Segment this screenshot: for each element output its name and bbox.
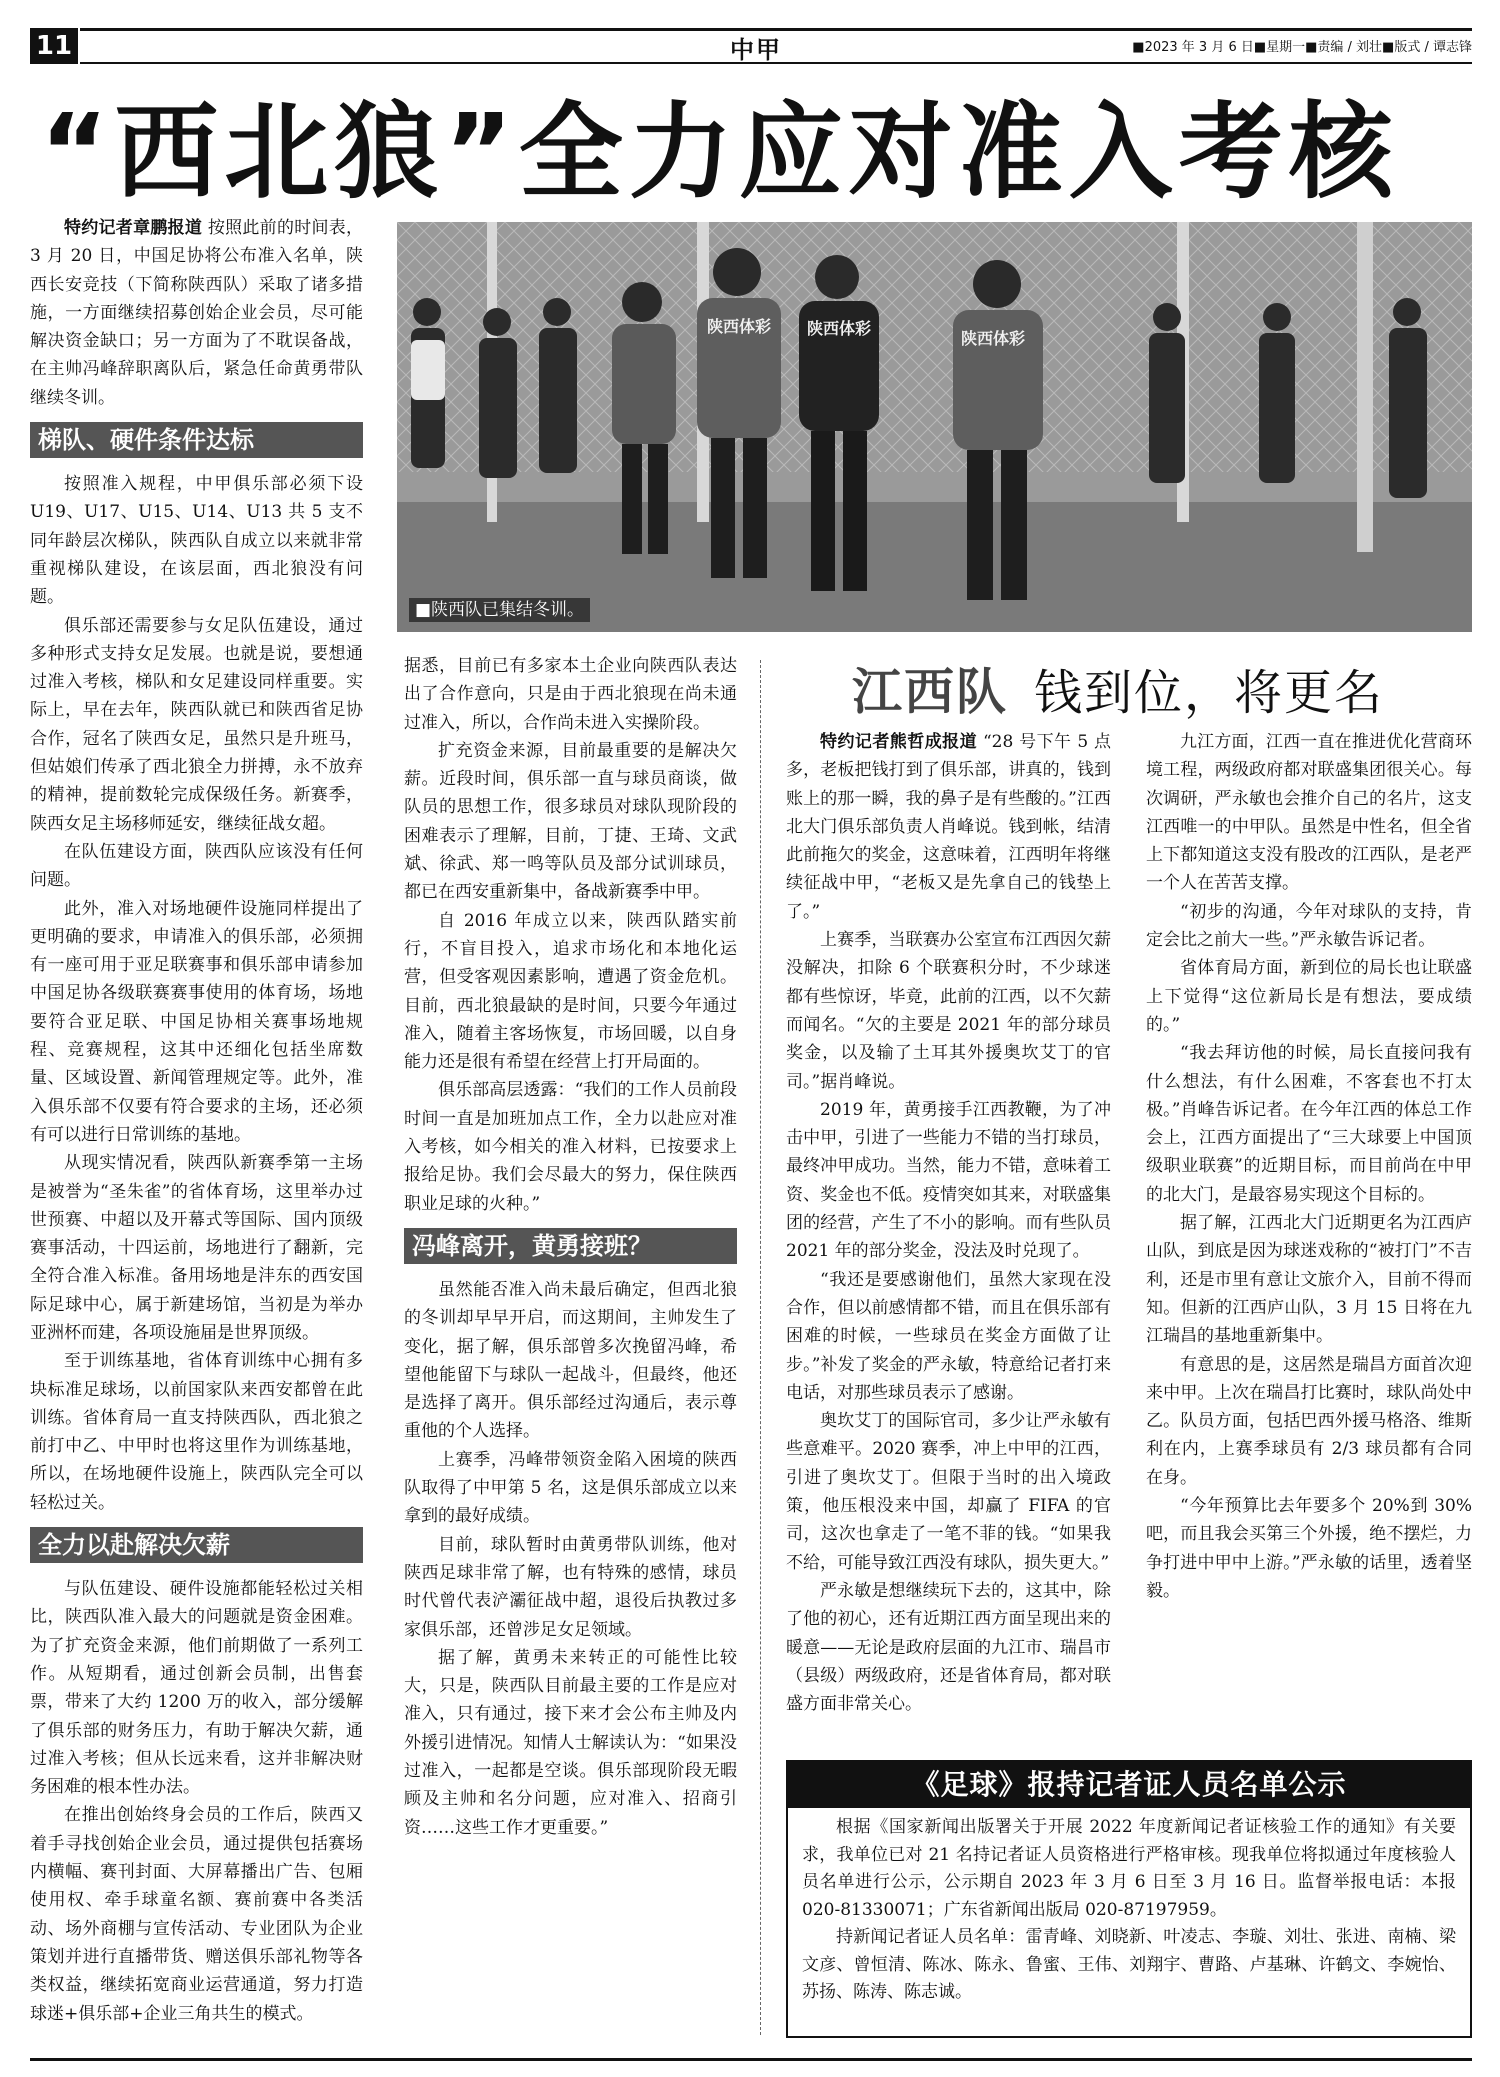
paragraph: 自 2016 年成立以来，陕西队踏实前行，不盲目投入，追求市场化和本地化运营，但受客观因素影响，遭遇了资金危机。目前，西北狼最缺的是时间，只要今年通过准入，随着主客场恢复，市场回暖，以自身能力还是很有希望在经营上打开局面的。 bbox=[404, 910, 737, 1073]
paragraph: “今年预算比去年要多个 20%到 30% 吧，而且我会买第三个外援，绝不摆烂，力争打进中甲中上游。”严永敏的话里，透着坚毅。 bbox=[1146, 1496, 1472, 1601]
footer-rule bbox=[30, 2058, 1472, 2061]
main-article-column-1 bbox=[30, 214, 363, 2028]
jersey-text: 陕西体彩 bbox=[707, 317, 772, 336]
paragraph: 按照准入规程，中甲俱乐部必须下设 U19、U17、U15、U14、U13 共 5 支不同年龄层次梯队，陕西队自成立以来就非常重视梯队建设，在该层面，西北狼没有问题。 bbox=[30, 474, 363, 608]
paragraph: 2019 年，黄勇接手江西教鞭，为了冲击中甲，引进了一些能力不错的当打球员，最终冲甲成功。当然，能力不错，意味着工资、奖金也不低。疫情突如其来，对联盛集团的经营，产生了不小的影响。而有些队员 2021 年的部分奖金，没法及时兑现了。 bbox=[786, 1099, 1111, 1262]
photo-caption: ■陕西队已集结冬训。 bbox=[409, 598, 590, 622]
paragraph: 俱乐部高层透露：“我们的工作人员前段时间一直是加班加点工作，全力以赴应对准入考核，如今相关的准入材料，已按要求上报给足协。我们会尽最大的努力，保住陕西职业足球的火种。” bbox=[404, 1080, 737, 1214]
side-article-column-1 bbox=[786, 728, 1111, 1718]
paragraph: “28 号下午 5 点多，老板把钱打到了俱乐部，讲真的，钱到账上的那一瞬，我的鼻子是有些酸的。”江西北大门俱乐部负责人肖峰说。钱到帐，结清此前拖欠的奖金，这意味着，江西明年将继续征战中甲，“老板又是先拿自己的钱垫上了。” bbox=[786, 732, 1112, 922]
notice-paragraph: 持新闻记者证人员名单：雷青峰、刘晓新、叶凌志、李璇、刘壮、张进、南楠、梁文彦、曾恒清、陈冰、陈永、鲁蜜、王伟、刘翔宇、曹路、卢基琳、许鹤文、李婉怡、苏扬、陈涛、陈志诚。 bbox=[802, 1927, 1456, 2002]
page-header bbox=[30, 28, 1472, 64]
dateline: ■2023 年 3 月 6 日■星期一■责编 / 刘壮■版式 / 谭志锋 bbox=[1132, 40, 1472, 55]
paragraph: 至于训练基地，省体育训练中心拥有多块标准足球场，以前国家队来西安都曾在此训练。省体育局一直支持陕西队，西北狼之前打中乙、中甲时也将这里作为训练基地，所以，在场地硬件设施上，陕西队完全可以轻松过关。 bbox=[30, 1351, 363, 1513]
notice-paragraph: 根据《国家新闻出版署关于开展 2022 年度新闻记者证核验工作的通知》有关要求，我单位已对 21 名持记者证人员资格进行严格审核。现我单位将拟通过年度核验人员名单进行公示，公示期自 2023 年 3 月 6 日至 3 月 16 日。监督举报电话：本报 020-81330071；广东省新闻出版局 020-87197959。 bbox=[802, 1817, 1456, 1920]
side-article-team: 江西队 bbox=[852, 663, 1008, 721]
article-byline: 特约记者章鹏报道 bbox=[64, 218, 203, 238]
paragraph: 从现实情况看，陕西队新赛季第一主场是被誉为“圣朱雀”的省体育场，这里举办过世预赛、中超以及开幕式等国际、国内顶级赛事活动，十四运前，场地进行了翻新，完全符合准入标准。备用场地是沣东的西安国际足球中心，属于新建场馆，当初是为举办亚洲杯而建，各项设施届是世界顶级。 bbox=[30, 1153, 363, 1343]
jersey-text: 陕西体彩 bbox=[807, 319, 872, 338]
team-training-photo bbox=[397, 222, 1472, 632]
press-card-notice bbox=[786, 1760, 1472, 2038]
side-article-phrase: 钱到位，将更名 bbox=[1034, 665, 1385, 721]
paragraph: 九江方面，江西一直在推进优化营商环境工程，两级政府都对联盛集团很关心。每次调研，严永敏也会推介自己的名片，这支江西唯一的中甲队。虽然是中性名，但全省上下都知道这支没有股改的江西队，是老严一个人在苦苦支撑。 bbox=[1146, 732, 1472, 894]
side-article-title bbox=[852, 652, 1472, 722]
page-number: 11 bbox=[30, 28, 78, 64]
notice-body bbox=[788, 1808, 1470, 2007]
subhead-youth-facilities: 梯队、硬件条件达标 bbox=[30, 422, 363, 458]
paragraph: 省体育局方面，新到位的局长也让联盛上下觉得“这位新局长是有想法，要成绩的。” bbox=[1146, 958, 1472, 1035]
paragraph: 在队伍建设方面，陕西队应该没有任何问题。 bbox=[30, 841, 363, 891]
paragraph: 据了解，江西北大门近期更名为江西庐山队，到底是因为球迷戏称的“被打门”不吉利，还是市里有意让文旅介入，目前不得而知。但新的江西庐山队，3 月 15 日将在九江瑞昌的基地重新集中。 bbox=[1146, 1213, 1472, 1347]
paragraph: 扩充资金来源，目前最重要的是解决欠薪。近段时间，俱乐部一直与球员商谈，做队员的思想工作，很多球员对球队现阶段的困难表示了理解，目前，丁捷、王琦、文武斌、徐武、郑一鸣等队员及部分试训球员，都已在西安重新集中，备战新赛季中甲。 bbox=[404, 740, 737, 903]
paragraph: 奥坎艾丁的国际官司，多少让严永敏有些意难平。2020 赛季，冲上中甲的江西，引进了奥坎艾丁。但限于当时的出入境政策，他压根没来中国，却赢了 FIFA 的官司，这次也拿走了一笔不菲的钱。“如果我不给，可能导致江西没有球队，损失更大。” bbox=[786, 1411, 1111, 1573]
paragraph: 据了解，黄勇未来转正的可能性比较大，只是，陕西队目前最主要的工作是应对准入，只有通过，接下来才会公布主帅及内外援引进情况。知情人士解读认为：“如果没过准入，一起都是空谈。俱乐部现阶段无暇顾及主帅和名分问题，应对准入、招商引资……这些工作才更重要。” bbox=[404, 1647, 737, 1838]
paragraph: “初步的沟通，今年对球队的支持，肯定会比之前大一些。”严永敏告诉记者。 bbox=[1146, 901, 1472, 951]
paragraph: 俱乐部还需要参与女足队伍建设，通过多种形式支持女足发展。也就是说，要想通过准入考核，梯队和女足建设同样重要。实际上，早在去年，陕西队就已和陕西省足协合作，冠名了陕西女足，虽然只是升班马，但姑娘们传承了西北狼全力拼搏，永不放弃的精神，提前数轮完成保级任务。新赛季，陕西女足主场移师延安，继续征战女超。 bbox=[30, 615, 363, 834]
paragraph: 有意思的是，这居然是瑞昌方面首次迎来中甲。上次在瑞昌打比赛时，球队尚处中乙。队员方面，包括巴西外援马格洛、维斯利在内，上赛季球员有 2/3 球员都有合同在身。 bbox=[1146, 1354, 1472, 1488]
paragraph: 严永敏是想继续玩下去的，这其中，除了他的初心，还有近期江西方面呈现出来的暖意——无论是政府层面的九江市、瑞昌市（县级）两级政府，还是省体育局，都对联盛方面非常关心。 bbox=[786, 1580, 1111, 1715]
paragraph: 虽然能否准入尚未最后确定，但西北狼的冬训却早早开启，而这期间，主帅发生了变化，据了解，俱乐部曾多次挽留冯峰，希望他能留下与球队一起战斗，但最终，他还是选择了离开。俱乐部经过沟通后，表示尊重他的个人选择。 bbox=[404, 1279, 737, 1442]
training-photo-illustration bbox=[397, 222, 1472, 632]
main-headline: “西北狼”全力应对准入考核 bbox=[40, 91, 1399, 213]
jersey-text: 陕西体彩 bbox=[961, 329, 1026, 348]
paragraph: 在推出创始终身会员的工作后，陕西又着手寻找创始企业会员，通过提供包括赛场内横幅、赛刊封面、大屏幕播出广告、包厢使用权、牵手球童名额、赛前赛中各类活动、场外商棚与宣传活动、专业团队为企业策划并进行直播带货、赠送俱乐部礼物等各类权益，继续拓宽商业运营通道，努力打造球迷+俱乐部+企业三角共生的模式。 bbox=[30, 1805, 363, 2024]
paragraph: 上赛季，当联赛办公室宣布江西因欠薪没解决，扣除 6 个联赛积分时，不少球迷都有些惊讶，毕竟，此前的江西，以不欠薪而闻名。“欠的主要是 2021 年的部分球员奖金，以及输了土耳其外援奥坎艾丁的官司。”据肖峰说。 bbox=[786, 930, 1111, 1092]
paragraph: 此外，准入对场地硬件设施同样提出了更明确的要求，申请准入的俱乐部，必须拥有一座可用于亚足联赛事和俱乐部申请参加中国足协各级联赛赛事使用的体育场，场地要符合亚足联、中国足协相关赛事场地规程、竞赛规程，这其中还细化包括坐席数量、区域设置、新闻管理规定等。此外，准入俱乐部不仅要有符合要求的主场，还必须有可以进行日常训练的基地。 bbox=[30, 898, 363, 1145]
article-lead bbox=[30, 214, 363, 412]
main-article-column-2 bbox=[404, 652, 737, 1842]
subhead-wage-arrears: 全力以赴解决欠薪 bbox=[30, 1527, 363, 1563]
paragraph: 上赛季，冯峰带领资金陷入困境的陕西队取得了中甲第 5 名，这是俱乐部成立以来拿到的最好成绩。 bbox=[404, 1449, 737, 1527]
notice-title: 《足球》报持记者证人员名单公示 bbox=[788, 1762, 1470, 1808]
subhead-coach-change: 冯峰离开，黄勇接班？ bbox=[404, 1228, 737, 1264]
paragraph: “我还是要感谢他们，虽然大家现在没合作，但以前感情都不错，而且在俱乐部有困难的时候，一些球员在奖金方面做了让步。”补发了奖金的严永敏，特意给记者打来电话，对那些球员表示了感谢。 bbox=[786, 1269, 1111, 1403]
column-divider bbox=[760, 660, 761, 2035]
paragraph: 目前，球队暂时由黄勇带队训练，他对陕西足球非常了解，也有特殊的感情，球员时代曾代表浐灞征战中超，退役后执教过多家俱乐部，还曾涉足女足领域。 bbox=[404, 1534, 737, 1640]
paragraph: 据悉，目前已有多家本土企业向陕西队表达出了合作意向，只是由于西北狼现在尚未通过准入，所以，合作尚未进入实操阶段。 bbox=[404, 656, 737, 733]
side-article-lead bbox=[786, 728, 1111, 926]
paragraph: 与队伍建设、硬件设施都能轻松过关相比，陕西队准入最大的问题就是资金困难。为了扩充资金来源，他们前期做了一系列工作。从短期看，通过创新会员制，出售套票，带来了大约 1200 万的收入，部分缓解了俱乐部的财务压力，有助于解决欠薪，通过准入考核；但从长远来看，这并非解决财务困难的根本性办法。 bbox=[30, 1579, 363, 1798]
section-name: 中甲 bbox=[730, 36, 782, 64]
side-article-column-2 bbox=[1146, 728, 1472, 1605]
paragraph: “我去拜访他的时候，局长直接问我有什么想法，有什么困难，不客套也不打太极。”肖峰告诉记者。在今年江西的体总工作会上，江西方面提出了“三大球要上中国顶级职业联赛”的近期目标，而目前尚在中甲的北大门，是最容易实现这个目标的。 bbox=[1146, 1043, 1472, 1205]
lead-text: 按照此前的时间表，3 月 20 日，中国足协将公布准入名单，陕西长安竞技（下简称陕西队）采取了诸多措施，一方面继续招募创始企业会员，尽可能解决资金缺口；另一方面为了不耽误备战，在主帅冯峰辞职离队后，紧急任命黄勇带队继续冬训。 bbox=[30, 218, 364, 408]
side-article-byline: 特约记者熊哲成报道 bbox=[820, 732, 978, 752]
